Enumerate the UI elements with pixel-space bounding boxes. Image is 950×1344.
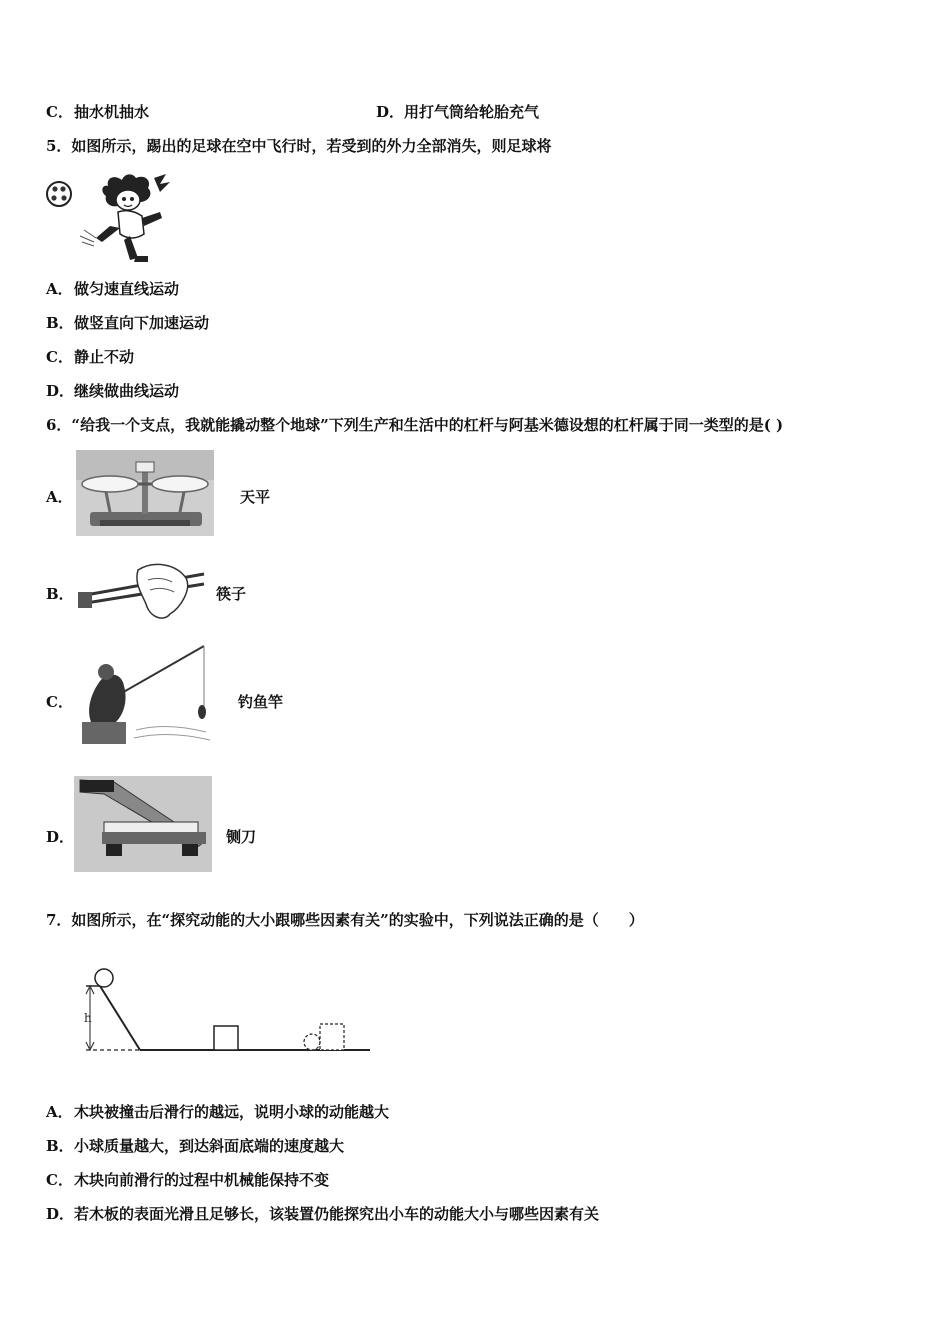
q5-option-b — [46, 313, 209, 333]
option-text: 木块向前滑行的过程中机械能保持不变 — [74, 1171, 330, 1189]
q7-option-a — [46, 1102, 389, 1122]
fishing-rod-image — [76, 642, 214, 748]
option-letter: C． — [46, 348, 73, 366]
option-text: 继续做曲线运动 — [74, 382, 180, 400]
option-letter: D． — [376, 103, 405, 121]
soccer-kick-figure — [44, 172, 174, 264]
wood-block-icon — [214, 1026, 238, 1050]
q6-option-c-caption: 钓鱼竿 — [238, 693, 284, 711]
q7-option-d — [46, 1204, 599, 1224]
q7-stem: 7．如图所示，在“探究动能的大小跟哪些因素有关”的实验中，下列说法正确的是（ ） — [46, 911, 644, 929]
option-text: 做匀速直线运动 — [74, 280, 180, 298]
q6-option-d-letter: D． — [46, 828, 75, 846]
option-letter: D． — [46, 1205, 75, 1223]
q5-option-d — [46, 381, 179, 401]
mascot-kicking-icon — [80, 174, 170, 262]
option-letter: B． — [46, 314, 74, 332]
q6-option-a-letter: A． — [46, 488, 73, 506]
ball-icon — [95, 969, 113, 987]
q6-stem: 6．“给我一个支点，我就能撬动整个地球”下列生产和生活中的杠杆与阿基米德设想的杠杆属于同一类型的是( ) — [46, 416, 784, 434]
option-text: 做竖直向下加速运动 — [74, 314, 210, 332]
q4-option-c — [46, 102, 149, 122]
q5-option-c — [46, 347, 134, 367]
q6-option-c-letter: C． — [46, 693, 73, 711]
q4-option-d — [376, 102, 539, 122]
q7-option-c — [46, 1170, 329, 1190]
guillotine-cutter-image — [74, 776, 212, 872]
height-label: h — [84, 1011, 92, 1025]
chopsticks-image — [76, 560, 208, 624]
option-text: 用打气筒给轮胎充气 — [404, 103, 540, 121]
kinetic-energy-experiment-diagram — [74, 964, 374, 1056]
option-letter: B． — [46, 1137, 74, 1155]
q7-option-b — [46, 1136, 344, 1156]
q6-option-d-caption: 铡刀 — [226, 828, 257, 846]
option-text: 静止不动 — [74, 348, 135, 366]
balance-scale-image — [76, 450, 214, 536]
option-text: 小球质量越大，到达斜面底端的速度越大 — [74, 1137, 345, 1155]
option-letter: C． — [46, 1171, 73, 1189]
q6-option-a-caption: 天平 — [240, 488, 271, 506]
option-text: 若木板的表面光滑且足够长，该装置仍能探究出小车的动能大小与哪些因素有关 — [74, 1205, 600, 1223]
q5-stem: 5．如图所示，踢出的足球在空中飞行时，若受到的外力全部消失，则足球将 — [46, 137, 552, 155]
football-icon — [47, 182, 71, 206]
option-letter: C． — [46, 103, 73, 121]
option-letter: A． — [46, 280, 73, 298]
q5-option-a — [46, 279, 179, 299]
option-letter: D． — [46, 382, 75, 400]
option-letter: A． — [46, 1103, 73, 1121]
option-text: 抽水机抽水 — [74, 103, 150, 121]
q6-option-b-caption: 筷子 — [216, 585, 247, 603]
option-text: 木块被撞击后滑行的越远，说明小球的动能越大 — [74, 1103, 390, 1121]
q6-option-b-letter: B． — [46, 585, 74, 603]
